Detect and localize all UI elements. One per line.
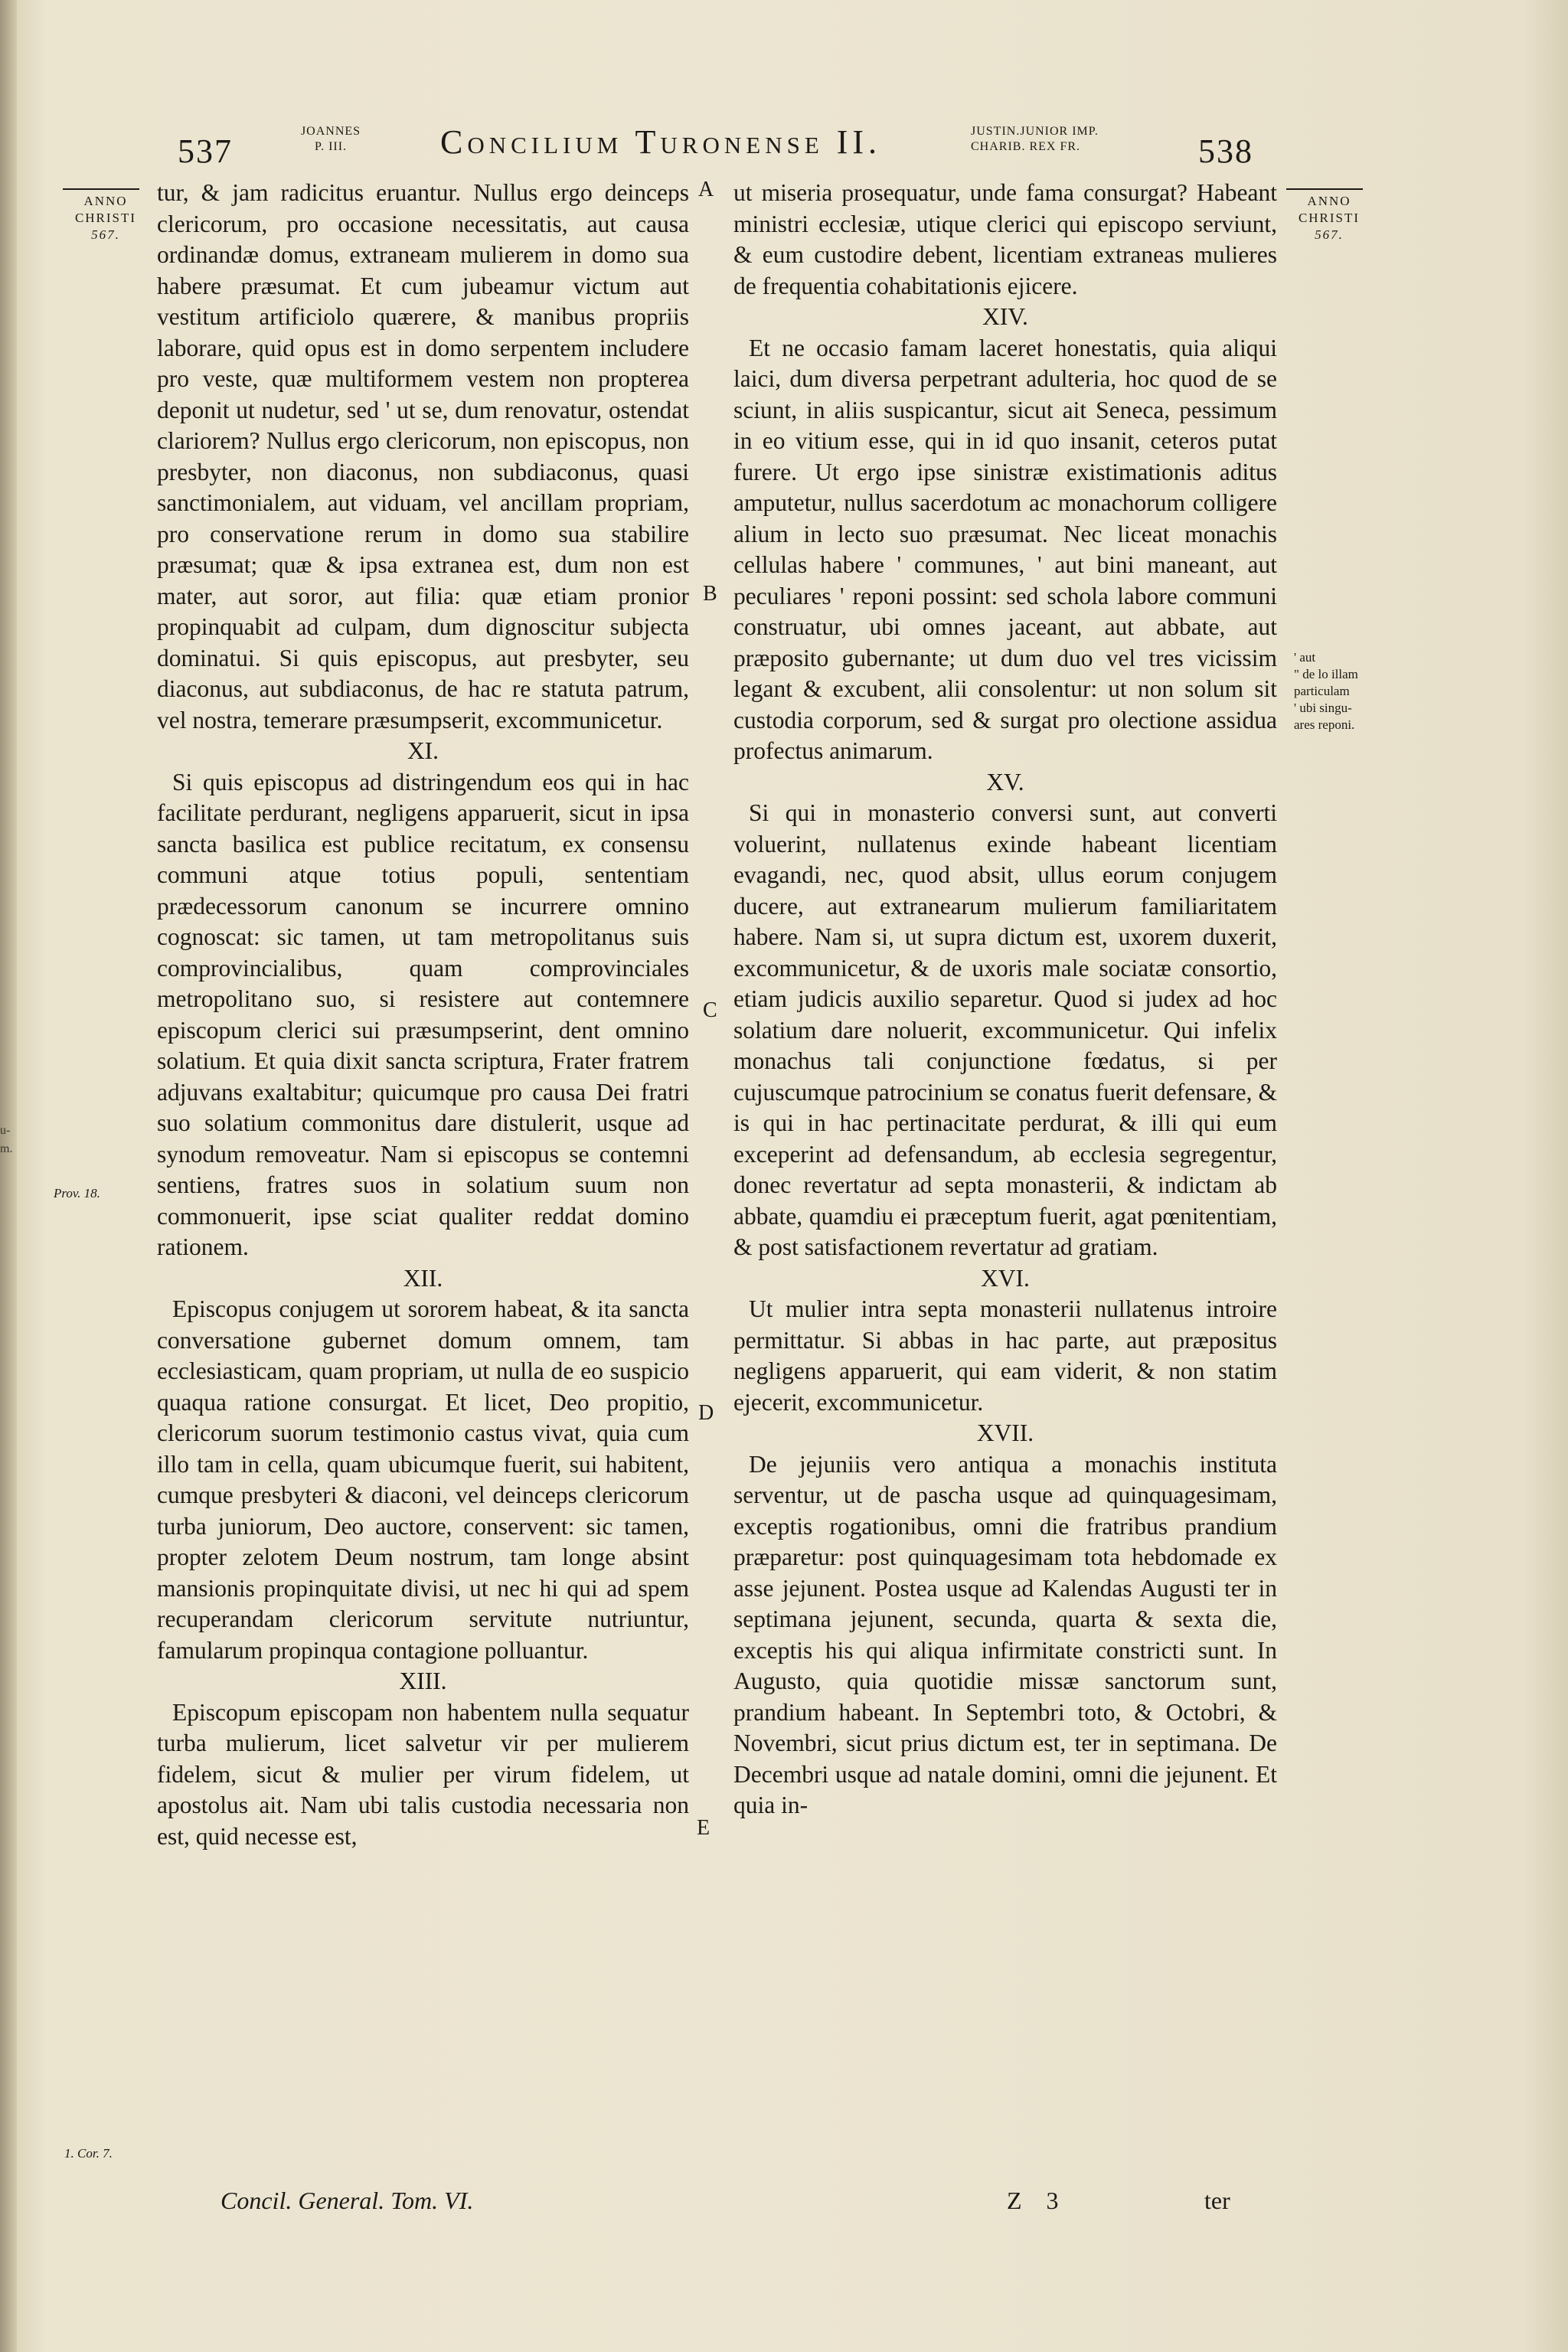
canon-heading: XII.	[403, 1264, 443, 1292]
footer-signature: Z 3	[1007, 2187, 1068, 2214]
section-letter-a: A	[698, 178, 714, 201]
anno-year: 567.	[91, 227, 120, 242]
christi-label: CHRISTI	[1298, 211, 1361, 225]
anno-rule	[1286, 188, 1363, 190]
anno-label: ANNO	[1307, 194, 1351, 208]
paragraph: Episcopus conjugem ut sororem habeat, & ita sancta conversatione gubernet domum omnem, tam ecclesiasticam, quam propriam, ut nulla de eo suspicio quaqua ratione consurgat. Et licet, Deo propitio, clericorum suorum testimonio castus vivat, quia cum illo tam in cella, quam ubicumque fuerit, sui habitent, cumque presbyteri & diaconi, vel deinceps clericorum turba juniorum, Deo auctore, conservent: sic tamen, propter zelotem Deum nostrum, tam longe absint mansionis propinquitate divisi, ut nec hi qui ad spem recuperandam clericorum servitute nutriuntur, famularum propinqua contagione polluantur.	[157, 1295, 689, 1664]
left-column	[157, 178, 689, 1852]
paragraph: ut miseria prosequatur, unde fama consurgat? Habeant ministri ecclesiæ, utique clerici qui episcopo serviunt, & eum custodire debent, licentiam extraneas mulieres de frequentia cohabitationis ejicere.	[733, 179, 1277, 299]
side-note-line: " de lo illam	[1294, 667, 1358, 681]
margin-note-cor: 1. Cor. 7.	[64, 2146, 113, 2161]
paragraph: tur, & jam radicitus eruantur. Nullus ergo deinceps clericorum, pro occasione necessitatis, aut causa ordinandæ domus, extraneam mulierem in domo sua habere præsumat. Et cum jubeamur victum aut vestitum artificiolo quærere, & manibus propriis laborare, quid opus est in domo serpentem includere pro veste, quæ multiformem vestem non propterea deponit ut nudetur, sed ' ut se, dum renovatur, ostendat clariorem? Nullus ergo clericorum, non episcopus, non presbyter, non diaconus, non subdiaconus, quasi sanctimonialem, aut viduam, vel ancillam propriam, pro conservatione rerum in domo sua stabilire præsumat; quæ & ipsa extranea est, dum non est mater, aut soror, aut filia: quæ etiam pronior propinquabit ad culpam, dum dignoscitur subjecta dominatui. Si quis episcopus, aut presbyter, seu diaconus, aut subdiaconus, de hac re statuta patrum, vel nostra, temerare præsumpserit, excommunicetur.	[157, 179, 689, 733]
right-meta-line1: JUSTIN.JUNIOR IMP.	[971, 125, 1099, 138]
margin-note-prov: Prov. 18.	[54, 1186, 100, 1200]
right-page-number: 538	[1198, 132, 1253, 170]
side-note-line: particulam	[1294, 684, 1350, 698]
paragraph: Si qui in monasterio conversi sunt, aut converti voluerint, nullatenus exinde habeant licentiam evagandi, nec, quod absit, ullus eorum conjugem ducere, aut extranearum mulierum familiaritatem habere. Nam si, ut supra dictum est, uxorem duxerit, excommunicetur, & de uxoris male sociatæ consortio, etiam judicis auxilio separetur. Quod si judex ad hoc solatium dare noluerit, excommunicetur. Qui infelix monachus tali conjunctione fœdatus, si per cujuscumque patrocinium se conatus fuerit defensare, & is qui in hac pertinacitate perdurat, & illi qui eum exceperint ad defensandum, ab ecclesia segregentur, donec revertatur ad septa monasterii, & indictam ab abbate, quamdiu ei præceptum fuerit, agat pœnitentiam, & post satisfactionem revertatur ad gratiam.	[733, 799, 1277, 1260]
section-letter-e: E	[697, 1816, 710, 1840]
anno-year: 567.	[1315, 227, 1344, 242]
right-column	[733, 178, 1277, 1821]
section-letter-c: C	[703, 998, 717, 1022]
paragraph: Ut mulier intra septa monasterii nullatenus introire permittatur. Si abbas in hac parte, aut præpositus negligens apparuerit, qui eam viderit, & non statim ejecerit, excommunicetur.	[733, 1295, 1277, 1416]
canon-heading: XIII.	[399, 1668, 447, 1694]
christi-label: CHRISTI	[74, 211, 137, 225]
side-note-line: ares reponi.	[1294, 717, 1355, 732]
paragraph: Et ne occasio famam laceret honestatis, quia aliqui laici, dum diversa perpetrant adulteria, hoc quod de se sciunt, in aliis suspicantur, sicut ait Seneca, pessimum in eo vitium esse, qui in id quo insanit, ceteros putat furere. Ut ergo ipse sinistræ existimationis aditus amputetur, nullus sacerdotum ac monachorum colligere alium in lecto suo præsumat. Nec liceat monachis cellulas habere ' communes, ' aut bini maneant, aut peculiares ' reponi possint: sed schola labore communi construatur, ubi omnes jaceant, aut abbate, aut præposito gubernante; ut dum duo vel tres vicissim legant & excubent, alii consolentur: ut non solum sit custodia corporum, sed & surgat pro olectione assidua profectus animarum.	[733, 334, 1277, 764]
side-note-line: ' aut	[1294, 650, 1316, 665]
side-note-variant	[1294, 649, 1409, 733]
side-note-line: ' ubi singu-	[1294, 701, 1352, 715]
binding-gutter	[0, 0, 17, 2352]
anno-rule	[63, 188, 139, 190]
paragraph: De jejuniis vero antiqua a monachis instituta serventur, ut de pascha usque ad quinquagesimam, exceptis rogationibus, omni die fratribus prandium præparetur: post quinquagesimam tota hebdomade ex asse jejunent. Postea usque ad Kalendas Augusti ter in septimana jejunent, secunda, quarta & sexta die, exceptis his qui aliqua infirmitate constricti sunt. In Augusto, quia quotidie missæ sanctorum sunt, prandium habeant. In Septembri toto, & Octobri, & Novembri, sicut prius dictum est, ter in septimana. De Decembri usque ad natale domini, omni die jejunent. Et quia in-	[733, 1450, 1277, 1818]
section-letter-b: B	[703, 582, 717, 606]
paragraph: Si quis episcopus ad distringendum eos qui in hac facilitate perdurant, negligens apparuerit, sicut in ipsa sancta basilica est publice recitatum, ex consensu communi atque totius populi, sententiam prædecessorum canonum se incurrere omnino cognoscat: sic tamen, ut tam metropolitanus suis comprovincialibus, quam comprovinciales metropolitano suo, si resistere aut contemnere episcopum clerici sui præsumpserint, dent omnino solatium. Et quia dixit sancta scriptura, Frater fratrem adjuvans exaltabitur; quicumque pro causa Dei fratri suo solatium commonitus dare distulerit, usque ad synodum removeatur. Nam si episcopus se contemni sentiens, fratres suos in solatium suum non commonuerit, ipse sciat qualiter reddat domino rationem.	[157, 768, 689, 1260]
canon-heading: XVI.	[981, 1264, 1030, 1292]
footer-catchword: ter	[1204, 2187, 1230, 2214]
bleed-through-text: m.	[0, 1142, 13, 1155]
left-page-number: 537	[178, 132, 233, 170]
right-header-meta	[971, 124, 1185, 155]
paragraph: Episcopum episcopam non habentem nulla sequatur turba mulierum, licet salvetur vir per mulierem fidelem, sicut & mulier per virum fidelem, ut apostolus ait. Nam ubi talis custodia necessaria non est, quid necesse est,	[157, 1698, 689, 1850]
canon-heading: XI.	[407, 737, 439, 764]
bleed-through-text: u-	[0, 1124, 11, 1137]
section-letter-d: D	[698, 1401, 714, 1425]
left-anno-christi	[63, 188, 149, 243]
left-meta-line1: JOANNES	[300, 125, 361, 138]
footer-volume: Concil. General. Tom. VI.	[220, 2187, 474, 2214]
right-anno-christi	[1286, 188, 1372, 243]
running-title: Concilium Turonense II.	[440, 123, 882, 161]
canon-heading: XIV.	[982, 303, 1028, 330]
canon-heading: XVII.	[976, 1419, 1034, 1446]
canon-heading: XV.	[986, 768, 1024, 795]
left-meta-line2: P. III.	[314, 140, 348, 153]
anno-label: ANNO	[83, 194, 128, 208]
right-meta-line2: CHARIB. REX FR.	[971, 140, 1081, 153]
left-header-meta	[277, 124, 384, 155]
